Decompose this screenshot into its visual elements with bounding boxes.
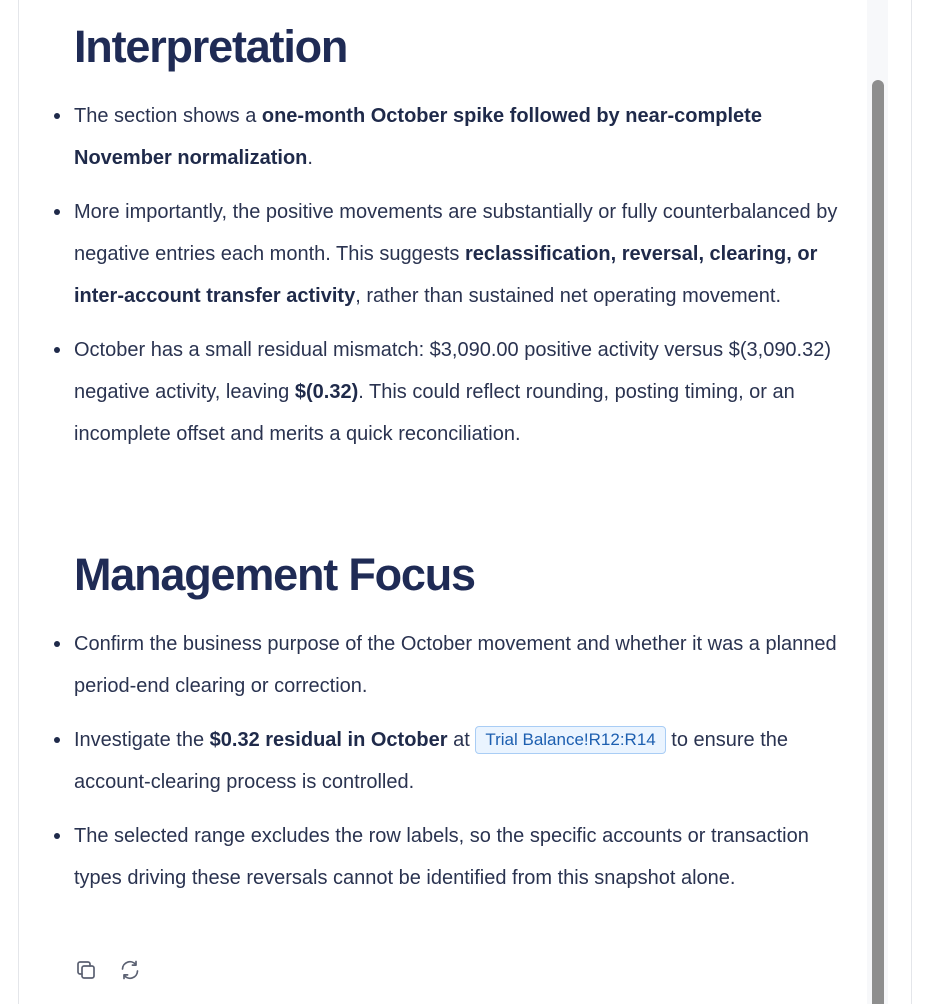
scrollbar-thumb[interactable] bbox=[872, 80, 884, 1004]
interpretation-list bbox=[74, 95, 844, 467]
cell-reference-chip[interactable]: Trial Balance!R12:R14 bbox=[475, 726, 665, 754]
bullet-text: Confirm the business purpose of the October movement and whether it was a planned period-end clearing or correction. bbox=[74, 633, 837, 697]
bullet-bold-text: reclassification, reversal, clearing, or inter-account transfer activity bbox=[74, 243, 818, 307]
bullet-text: More importantly, the positive movements are substantially or fully counterbalanced by negative entries each month. This suggests bbox=[74, 201, 838, 265]
right-border bbox=[911, 0, 912, 1004]
list-item bbox=[74, 719, 844, 803]
bullet-bold-text: $(0.32) bbox=[294, 381, 359, 403]
bullet-text: The selected range excludes the row labels, so the specific accounts or transaction types driving these reversals cannot be identified from this snapshot alone. bbox=[74, 825, 809, 889]
interpretation-heading: Interpretation bbox=[74, 21, 348, 72]
copy-button[interactable] bbox=[74, 957, 98, 983]
bullet-bold-text: one-month October spike followed by near-complete November normalization bbox=[74, 105, 762, 169]
chat-message-panel bbox=[18, 0, 867, 1004]
management-focus-heading: Management Focus bbox=[74, 549, 475, 600]
regenerate-button[interactable] bbox=[118, 957, 142, 983]
list-item bbox=[74, 815, 844, 899]
list-item bbox=[74, 623, 844, 707]
bullet-text: . This could reflect rounding, posting timing, or an incomplete offset and merits a quick reconciliation. bbox=[74, 381, 795, 445]
bullet-text: , rather than sustained net operating movement. bbox=[355, 285, 782, 307]
management-focus-list bbox=[74, 623, 844, 911]
bullet-text: The section shows a bbox=[74, 105, 262, 127]
copy-icon bbox=[74, 958, 98, 982]
bullet-text: to ensure the account-clearing process is controlled. bbox=[74, 729, 789, 793]
list-item bbox=[74, 329, 844, 455]
bullet-text: October has a small residual mismatch: $3,090.00 positive activity versus $(3,090.32) negative activity, leaving bbox=[74, 339, 832, 403]
bullet-text: at bbox=[447, 729, 476, 751]
message-actions bbox=[74, 957, 142, 983]
list-item bbox=[74, 191, 844, 317]
bullet-bold-text: $0.32 residual in October bbox=[209, 729, 448, 751]
bullet-text: Investigate the bbox=[74, 729, 210, 751]
refresh-icon bbox=[118, 958, 142, 982]
list-item bbox=[74, 95, 844, 179]
bullet-text: . bbox=[307, 147, 313, 169]
